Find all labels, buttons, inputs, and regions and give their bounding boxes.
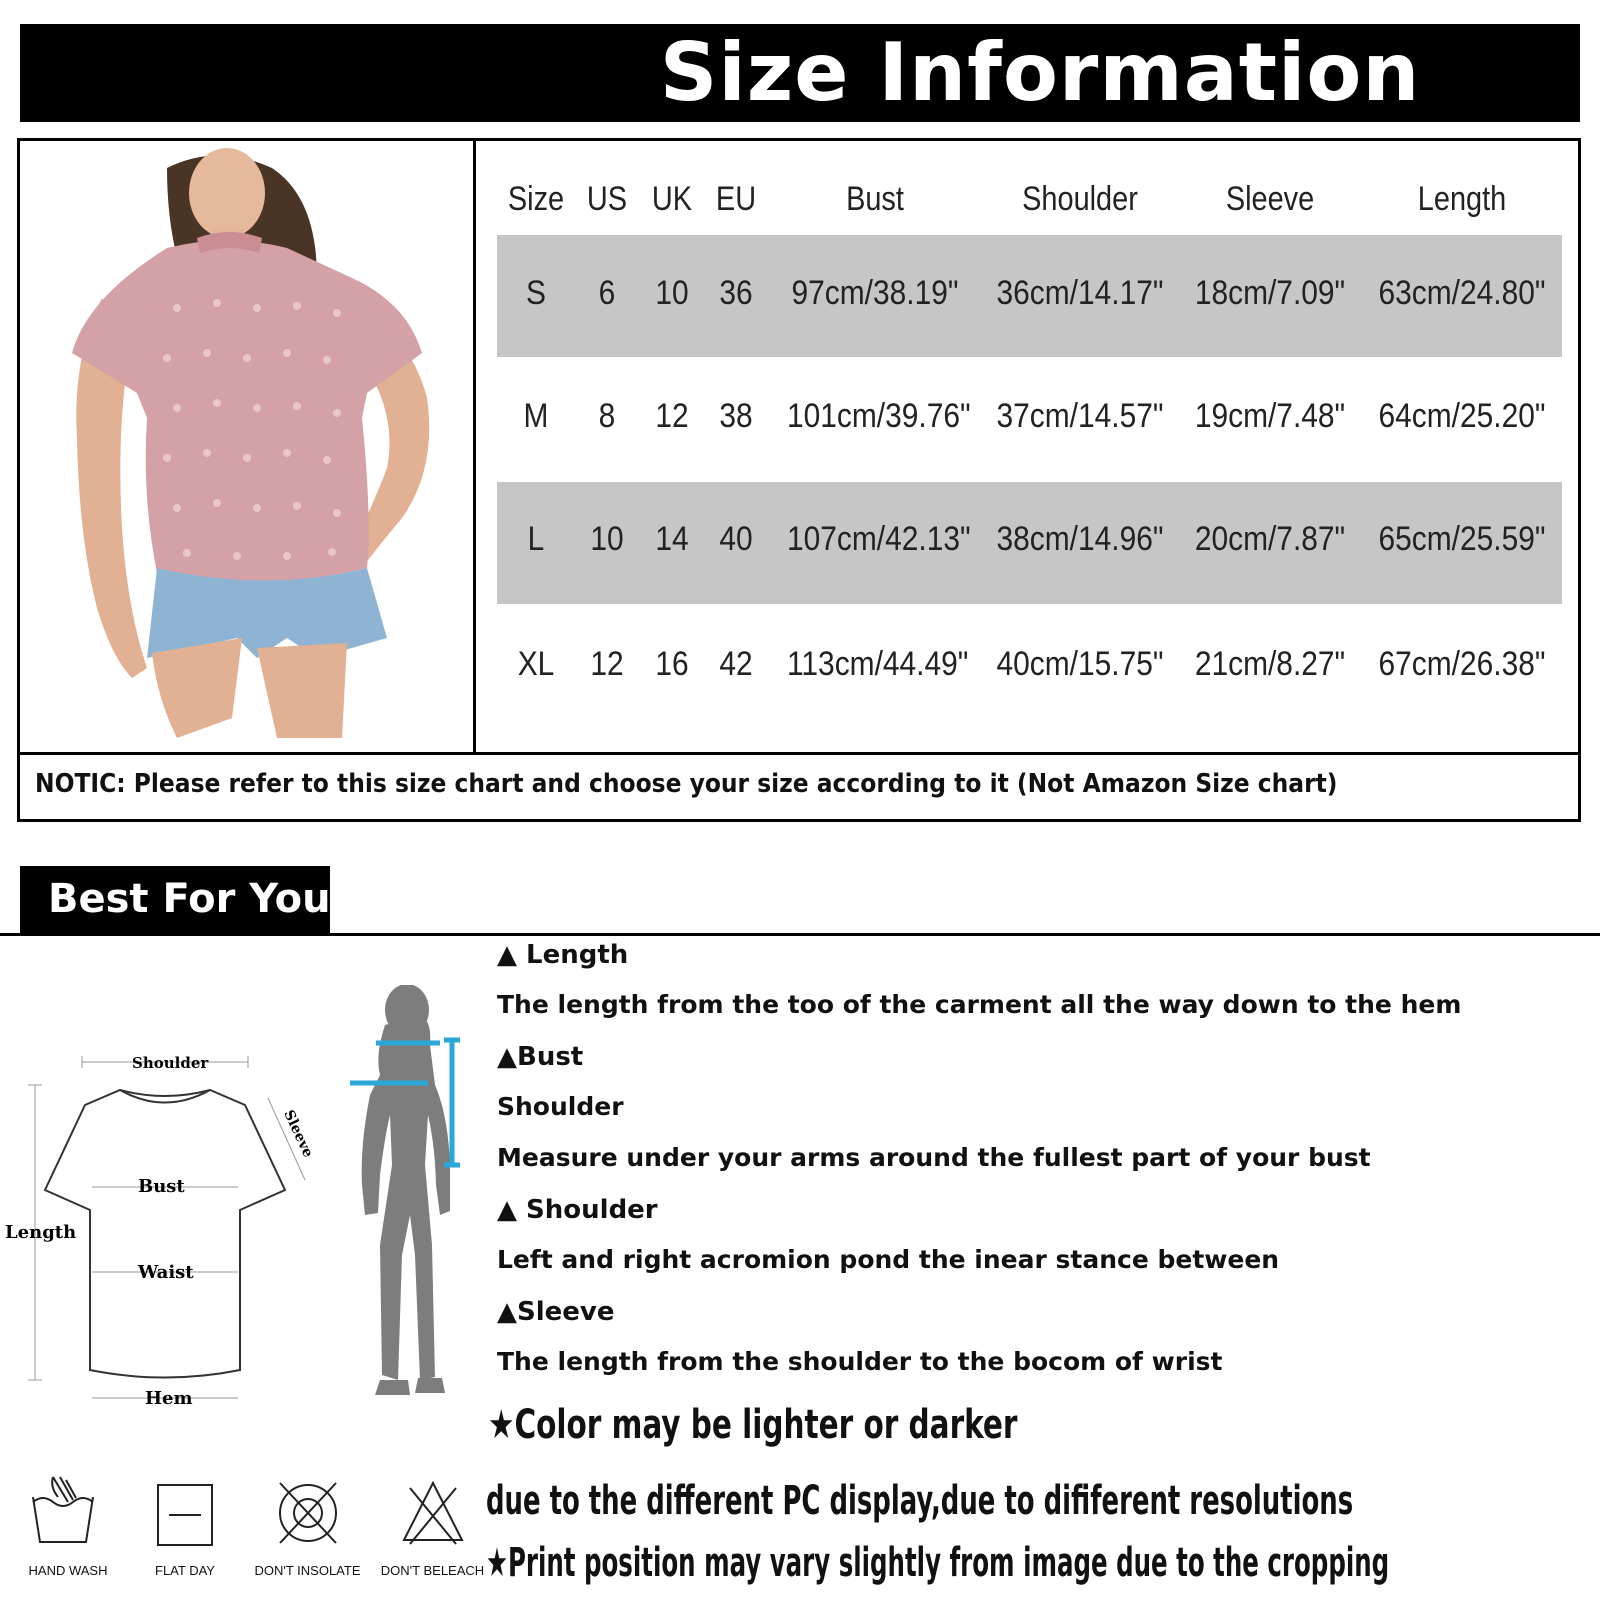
- definition-body-sleeve: The length from the shoulder to the bocom of wrist: [497, 1347, 1223, 1376]
- table-cell: 10: [590, 520, 624, 558]
- dont-bleach-icon: [400, 1478, 466, 1548]
- title-bar: [20, 24, 1580, 122]
- table-cell: 40cm/15.75": [996, 645, 1164, 683]
- care-label-dont-bleach: DON'T BELEACH: [380, 1563, 485, 1578]
- diagram-label-bust: Bust: [138, 1176, 185, 1197]
- table-cell: L: [527, 520, 545, 558]
- table-cell: 42: [719, 645, 753, 683]
- care-label-dont-insolate: DON'T INSOLATE: [254, 1563, 361, 1578]
- notice-text: NOTIC: Please refer to this size chart and choose your size according to it (Not Amazon Size chart): [35, 769, 1338, 799]
- column-header-us: US: [586, 180, 628, 218]
- column-header-size: Size: [507, 180, 565, 218]
- table-cell: 107cm/42.13": [787, 520, 971, 558]
- column-header-bust: Bust: [846, 180, 904, 218]
- definition-title-sleeve: ▲Sleeve: [497, 1297, 615, 1327]
- care-label-hand-wash: HAND WASH: [28, 1563, 108, 1578]
- column-header-uk: UK: [651, 180, 693, 218]
- table-cell: 67cm/26.38": [1378, 645, 1546, 683]
- notice-row: [17, 752, 1581, 822]
- table-cell: 113cm/44.49": [787, 645, 969, 683]
- diagram-label-shoulder: Shoulder: [132, 1054, 209, 1072]
- note-color: ★Color may be lighter or darker: [488, 1402, 1018, 1448]
- table-cell: 37cm/14.57": [996, 397, 1164, 435]
- table-cell: 12: [655, 397, 689, 435]
- definition-title-shoulder: ▲ Shoulder: [497, 1195, 658, 1225]
- table-cell: 14: [655, 520, 689, 558]
- best-for-you-title: Best For You: [48, 876, 331, 922]
- diagram-label-hem: Hem: [145, 1388, 193, 1409]
- table-cell: 12: [590, 645, 624, 683]
- definition-title-length: ▲ Length: [497, 940, 629, 970]
- product-photo: [17, 138, 473, 752]
- note-display: due to the different PC display,due to dififerent resolutions: [486, 1478, 1354, 1524]
- definition-body-bust-2: Measure under your arms around the fullest part of your bust: [497, 1143, 1371, 1172]
- dont-insolate-icon: [275, 1478, 341, 1548]
- table-cell: 63cm/24.80": [1378, 274, 1546, 312]
- table-cell: 38: [719, 397, 753, 435]
- table-cell: 6: [598, 274, 616, 312]
- table-cell: 97cm/38.19": [791, 274, 959, 312]
- table-cell: XL: [517, 645, 555, 683]
- table-cell: 40: [719, 520, 753, 558]
- table-cell: 16: [655, 645, 689, 683]
- best-for-you-tab: [20, 866, 330, 934]
- table-cell: 65cm/25.59": [1378, 520, 1546, 558]
- diagram-label-waist: Waist: [138, 1262, 194, 1283]
- table-cell: 36: [719, 274, 753, 312]
- table-cell: 36cm/14.17": [996, 274, 1164, 312]
- table-cell: 20cm/7.87": [1194, 520, 1346, 558]
- product-photo-cell: [17, 138, 476, 755]
- divider: [0, 933, 1600, 936]
- column-header-eu: EU: [715, 180, 757, 218]
- body-silhouette: [340, 985, 480, 1405]
- definition-title-bust: ▲Bust: [497, 1042, 584, 1072]
- table-cell: 19cm/7.48": [1194, 397, 1346, 435]
- care-label-flat-dry: FLAT DAY: [155, 1563, 215, 1578]
- shirt-measurement-diagram: [0, 1040, 330, 1420]
- diagram-label-length: Length: [5, 1222, 77, 1243]
- definition-body-length: The length from the too of the carment all the way down to the hem: [497, 990, 1462, 1019]
- table-cell: 8: [598, 397, 616, 435]
- definition-body-bust-1: Shoulder: [497, 1092, 624, 1121]
- table-cell: 38cm/14.96": [996, 520, 1164, 558]
- table-cell: S: [526, 274, 546, 312]
- column-header-shoulder: Shoulder: [1022, 180, 1138, 218]
- definition-body-shoulder: Left and right acromion pond the inear stance between: [497, 1245, 1280, 1274]
- table-cell: 64cm/25.20": [1378, 397, 1546, 435]
- hand-wash-icon: [28, 1472, 98, 1552]
- column-header-sleeve: Sleeve: [1225, 180, 1315, 218]
- column-header-length: Length: [1417, 180, 1507, 218]
- diagram-label-sleeve: Sleeve: [280, 1107, 316, 1161]
- table-cell: M: [523, 397, 549, 435]
- flat-dry-icon: [155, 1482, 215, 1548]
- table-cell: 21cm/8.27": [1194, 645, 1346, 683]
- table-cell: 10: [655, 274, 689, 312]
- table-cell: 18cm/7.09": [1194, 274, 1346, 312]
- page-title: Size Information: [659, 26, 1421, 119]
- table-cell: 101cm/39.76": [787, 397, 971, 435]
- note-print: ★Print position may vary slightly from image due to the cropping: [486, 1540, 1390, 1586]
